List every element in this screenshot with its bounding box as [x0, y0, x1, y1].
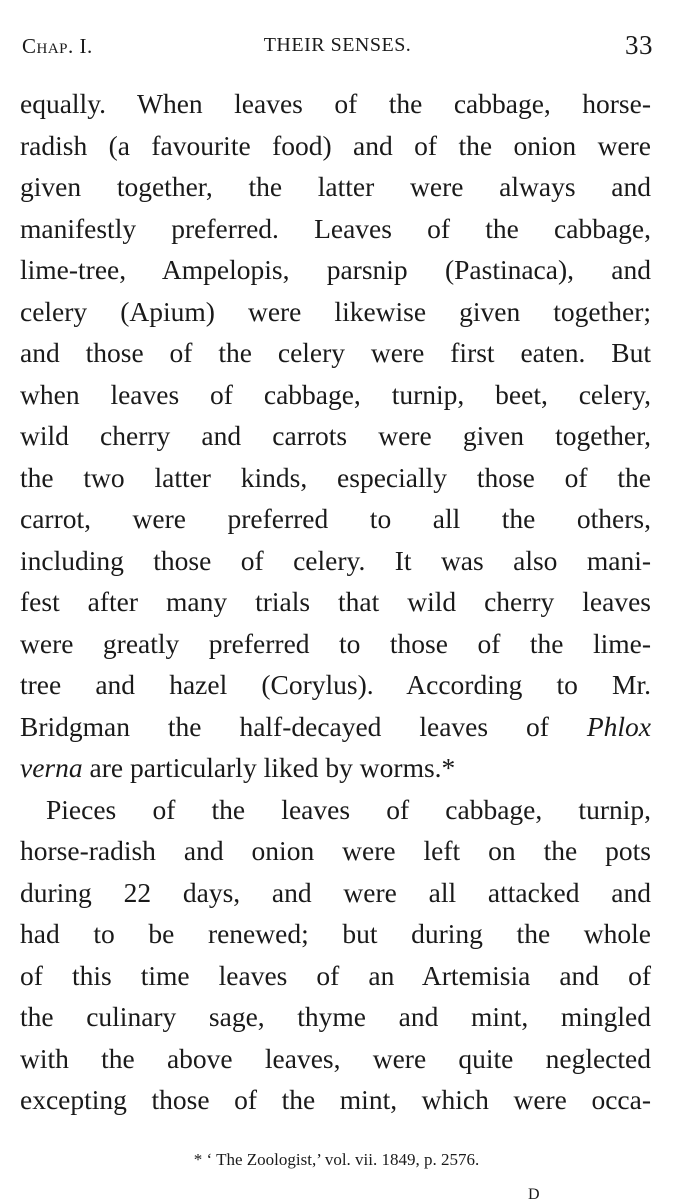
text-run: had to be renewed; but during the whole: [20, 918, 651, 949]
text-run: including those of celery. It was also mani-: [20, 544, 651, 576]
text-run: with the above leaves, were quite neglected: [20, 1042, 651, 1074]
text-run: Pieces of the leaves of cabbage, turnip,: [46, 793, 651, 825]
text-run: given together, the latter were always and: [20, 171, 651, 202]
text-run: carrot, were preferred to all the others,: [20, 503, 651, 534]
text-run: of this time leaves of an Artemisia and of: [20, 959, 651, 991]
text-line: [20, 789, 651, 831]
body-text: [20, 83, 651, 1121]
text-run: manifestly preferred. Leaves of the cabbage,: [20, 212, 651, 244]
text-run: the two latter kinds, especially those of the: [20, 461, 651, 493]
text-run: were greatly preferred to those of the lime-: [20, 627, 651, 659]
text-line: [20, 291, 651, 333]
text-line: [20, 249, 651, 291]
text-run: lime-tree, Ampelopis, parsnip (Pastinaca), and: [20, 254, 651, 285]
text-run: the culinary sage, thyme and mint, mingled: [20, 1001, 651, 1032]
text-line: [20, 581, 651, 623]
page-number: 33: [625, 30, 653, 60]
text-line: [20, 623, 651, 665]
text-line: [20, 747, 651, 789]
text-line: [20, 166, 651, 208]
text-line: [20, 830, 651, 872]
text-line: [20, 1079, 651, 1121]
text-run: radish (a favourite food) and of the onion were: [20, 129, 651, 161]
text-run: when leaves of cabbage, turnip, beet, celery,: [20, 378, 651, 410]
text-run: equally. When leaves of the cabbage, horse-: [20, 88, 651, 119]
text-run: celery (Apium) were likewise given together;: [20, 295, 651, 327]
running-title: THEIR SENSES.: [263, 34, 412, 56]
text-line: [20, 955, 651, 997]
text-line: [20, 913, 651, 955]
text-run: are particularly liked by worms.*: [82, 752, 456, 783]
text-line: [20, 996, 651, 1038]
text-line: [20, 540, 651, 582]
text-run: Bridgman the half-decayed leaves of: [20, 710, 587, 742]
text-line: [20, 664, 651, 706]
text-line: [20, 415, 651, 457]
text-line: [20, 374, 651, 416]
italic-text: Phlox: [586, 710, 651, 742]
footnote: * ‘ The Zoologist,’ vol. vii. 1849, p. 2576.: [193, 1150, 480, 1169]
text-run: during 22 days, and were all attacked and: [20, 876, 651, 908]
text-run: wild cherry and carrots were given together,: [20, 420, 651, 451]
text-line: [20, 1038, 651, 1080]
text-run: and those of the celery were first eaten. But: [20, 337, 651, 368]
text-run: tree and hazel (Corylus). According to Mr.: [20, 669, 651, 700]
text-run: excepting those of the mint, which were occa-: [20, 1084, 651, 1115]
running-head: [22, 30, 653, 64]
text-line: [20, 498, 651, 540]
text-line: [20, 457, 651, 499]
text-line: [20, 208, 651, 250]
text-line: [20, 872, 651, 914]
signature-mark: D: [528, 1186, 540, 1203]
text-line: [20, 706, 651, 748]
text-line: [20, 125, 651, 167]
text-line: [20, 83, 651, 125]
italic-text: verna: [20, 752, 83, 783]
text-run: horse-radish and onion were left on the pots: [20, 835, 651, 866]
text-line: [20, 332, 651, 374]
chapter-label: Chap. I.: [22, 34, 93, 58]
text-run: fest after many trials that wild cherry leaves: [20, 586, 651, 617]
